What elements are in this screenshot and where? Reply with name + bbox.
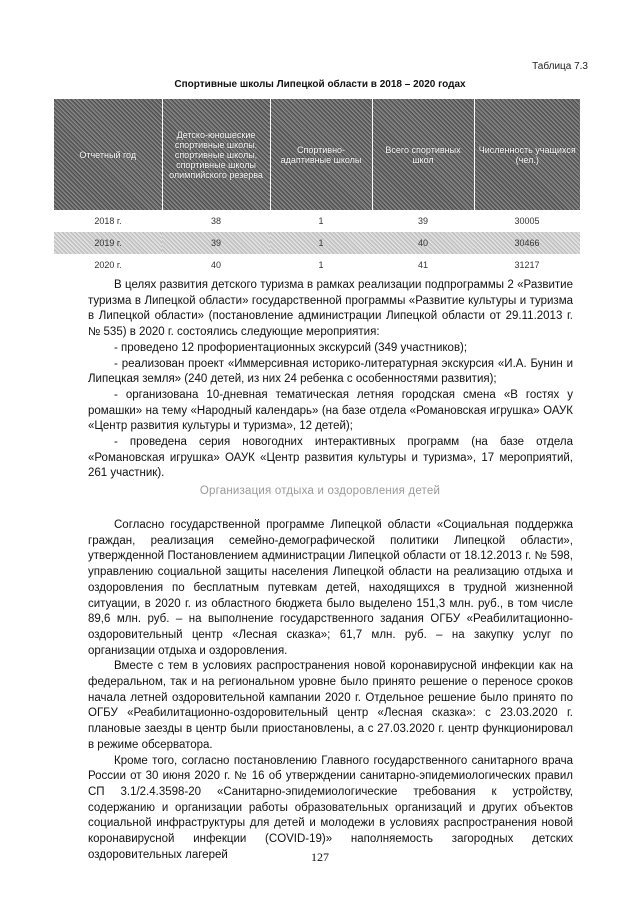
header-year: Отчетный год	[54, 99, 162, 210]
table-header-row	[54, 99, 580, 210]
list-item: - проведено 12 профориентационных экскурсий (349 участников);	[114, 341, 468, 354]
sports-schools-table	[54, 99, 580, 276]
table-cell: 2019 г.	[54, 232, 162, 254]
header-total-schools: Всего спортивных школ	[372, 99, 474, 210]
paragraph: Вместе с тем в условиях распространения новой коронавирусной инфекции как на федеральном, так и на региональном уровне было принято решение о переносе сроков начала летней оздоровительной кампании 2020 г. Отдельное решение было принято по ОГБУ «Реабилитационно-оздоровительный центр «Лесная сказка»: с 23.03.2020 г. плановые заезды в центр были приостановлены, а с 27.03.2020 г. центр функционировал в режиме обсерватора.	[88, 660, 573, 751]
table-cell: 30005	[514, 216, 540, 226]
table-label: Таблица 7.3	[532, 61, 588, 72]
table-row	[54, 210, 580, 232]
table-cell: 40	[372, 232, 474, 254]
table-row	[54, 232, 580, 254]
table-title: Спортивные школы Липецкой области в 2018 – 2020 годах	[174, 79, 466, 90]
paragraph: В целях развития детского туризма в рамках реализации подпрограммы 2 «Развитие туризма в Липецкой области» государственной программы «Развитие культуры и туризма в Липецкой области» (постановление администрации Липецкой области от 29.11.2013 г. № 535) в 2020 г. состоялись следующие мероприятия:	[88, 279, 573, 339]
table-cell: 40	[210, 260, 221, 270]
list-item: - реализован проект «Иммерсивная историко-литературная экскурсия «И.А. Бунин и Липецкая земля» (240 детей, из них 24 ребенка с особенностями развития);	[88, 357, 573, 386]
header-adaptive-schools: Спортивно-адаптивные школы	[270, 99, 372, 210]
table-row	[54, 254, 580, 276]
table-cell: 31217	[514, 260, 540, 270]
table-cell: 2020 г.	[94, 260, 122, 270]
list-item: - проведена серия новогодних интерактивных программ (на базе отдела «Романовская игрушка» ОАУК «Центр развития культуры и туризма», 17 мероприятий, 261 участник).	[88, 436, 573, 480]
header-youth-schools: Детско-юношеские спортивные школы, спортивные школы, спортивные школы олимпийского резерва	[162, 99, 270, 210]
table-cell: 2018 г.	[94, 216, 122, 226]
page-number: 127	[311, 850, 329, 864]
header-students-count: Численность учащихся (чел.)	[474, 99, 580, 210]
table-cell: 30466	[474, 232, 580, 254]
table-cell: 39	[417, 216, 428, 226]
paragraph: Согласно государственной программе Липецкой области «Социальная поддержка граждан, реализация семейно-демографической политики Липецкой области», утвержденной Постановлением администрации Липецкой области от 18.12.2013 г. № 598, управлению социальной защиты населения Липецкой области на реализацию отдыха и оздоровления по бесплатным путевкам детей, находящихся в трудной жизненной ситуации, в 2020 г. из областного бюджета было выделено 151,3 млн. руб., в том числе 89,6 млн. руб. – на выполнение государственного задания ОГБУ «Реабилитационно-оздоровительный центр «Лесная сказка»; 61,7 млн. руб. – на закупку услуг по организации отдыха и оздоровления.	[88, 519, 573, 657]
table-cell: 1	[318, 216, 324, 226]
section-heading: Организация отдыха и оздоровления детей	[199, 485, 441, 497]
paragraph: Кроме того, согласно постановлению Главного государственного санитарного врача России от 30 июня 2020 г. № 16 об утверждении санитарно-эпидемиологических правил СП 3.1/2.4.3598-20 «Санитарно-эпидемиологические требования к устройству, содержанию и организации работы образовательных организаций и других объектов социальной инфраструктуры для детей и молодежи в условиях распространения новой коронавирусной инфекции (COVID-19)» наполняемость загородных детских оздоровительных лагерей	[88, 754, 573, 861]
table-cell: 1	[318, 260, 324, 270]
table-cell: 41	[417, 260, 428, 270]
table-cell: 39	[162, 232, 270, 254]
table-cell: 38	[210, 216, 221, 226]
list-item: - организована 10-дневная тематическая летняя городская смена «В гостях у ромашки» на тему «Народный календарь» (на базе отдела «Романовская игрушка» ОАУК «Центр развития культуры и туризма», 12 детей);	[88, 388, 573, 433]
tourism-section	[88, 278, 573, 482]
table-cell: 1	[270, 232, 372, 254]
recreation-section	[88, 518, 573, 863]
